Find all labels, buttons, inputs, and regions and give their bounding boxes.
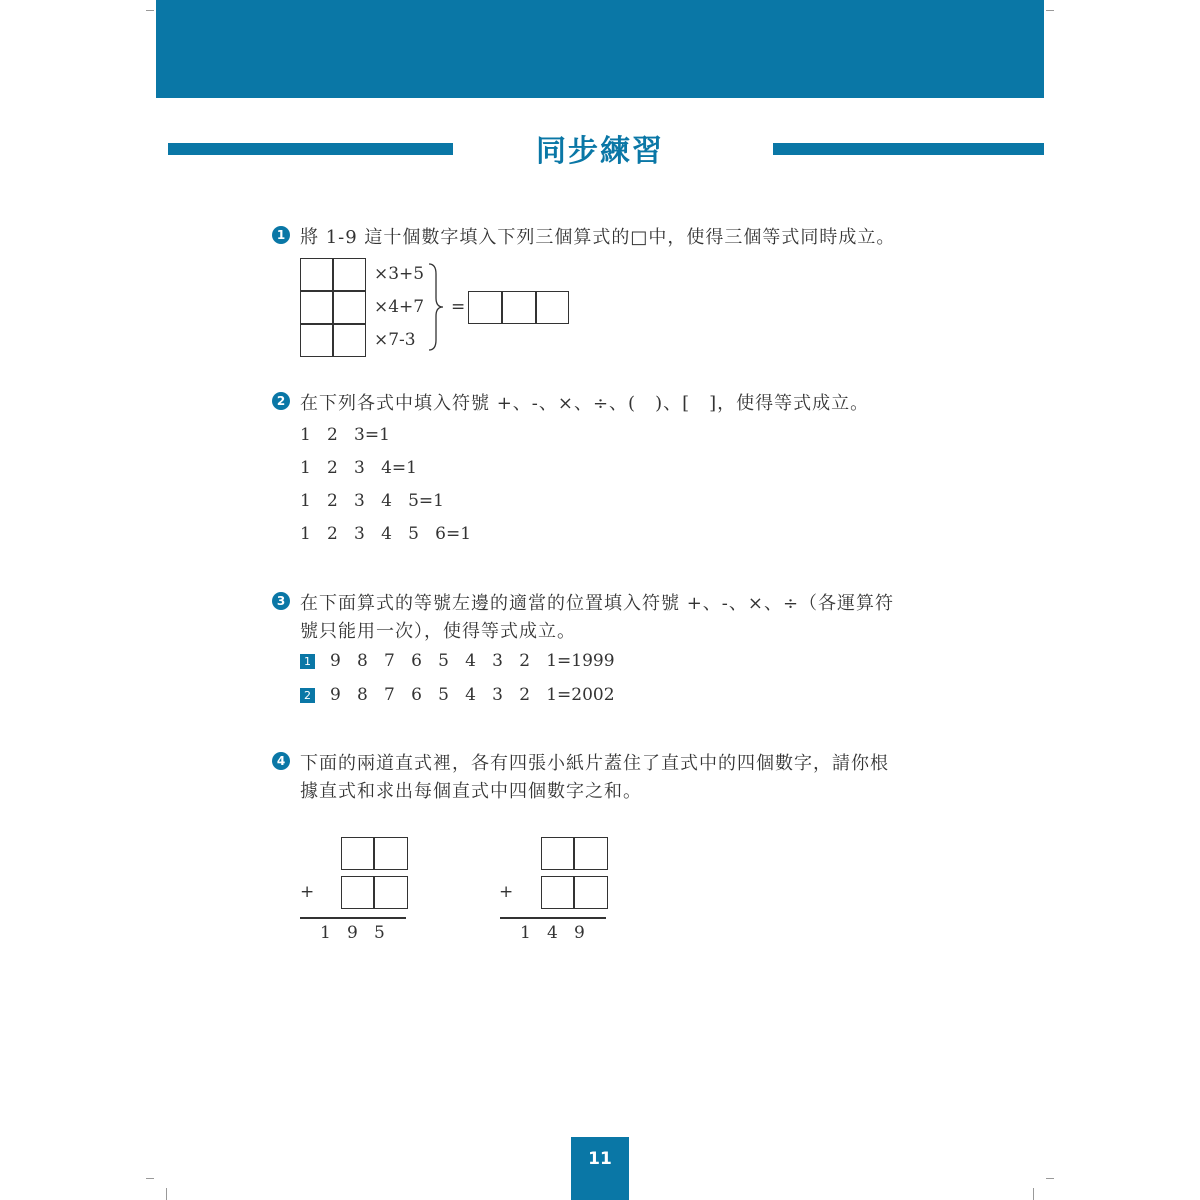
- answer-box[interactable]: [341, 837, 374, 870]
- answer-box[interactable]: [300, 324, 333, 357]
- sum-line: [300, 917, 406, 919]
- answer-box[interactable]: [536, 291, 569, 324]
- question-3-text-line2: 號只能用一次），使得等式成立。: [300, 621, 576, 642]
- title-bar-right: [773, 143, 1044, 155]
- question-number-3: 3: [272, 592, 290, 610]
- answer-box[interactable]: [333, 324, 366, 357]
- plus-sign: +: [499, 882, 514, 902]
- answer-box[interactable]: [300, 258, 333, 291]
- brace-icon: [426, 262, 446, 352]
- answer-box[interactable]: [333, 291, 366, 324]
- expression-1: ×3+5: [374, 264, 425, 284]
- answer-box[interactable]: [374, 876, 408, 909]
- title-bar-left: [168, 143, 453, 155]
- sum-result: 1 4 9: [520, 923, 585, 943]
- crop-mark: [1046, 10, 1054, 11]
- sum-result: 1 9 5: [320, 923, 385, 943]
- question-3-text-line1: 在下面算式的等號左邊的適當的位置填入符號 +、-、×、÷（各運算符: [300, 593, 895, 614]
- equals-sign: =: [451, 297, 466, 317]
- page-title: 同步練習: [536, 134, 664, 169]
- crop-mark: [146, 10, 154, 11]
- sub-item-number-2: 2: [300, 688, 315, 703]
- sub-item-expression: 9 8 7 6 5 4 3 2 1=2002: [330, 685, 615, 705]
- equation-row: 1 2 3 4 5 6=1: [300, 524, 472, 544]
- question-number-2: 2: [272, 392, 290, 410]
- header-band: [156, 0, 1044, 98]
- question-2-text: 在下列各式中填入符號 +、-、×、÷、( )、[ ]，使得等式成立。: [300, 393, 870, 414]
- answer-box[interactable]: [541, 876, 574, 909]
- equation-row: 1 2 3 4 5=1: [300, 491, 444, 511]
- question-number-4: 4: [272, 752, 290, 770]
- answer-box[interactable]: [574, 837, 608, 870]
- answer-box[interactable]: [541, 837, 574, 870]
- sub-item-expression: 9 8 7 6 5 4 3 2 1=1999: [330, 651, 615, 671]
- answer-box[interactable]: [300, 291, 333, 324]
- answer-box[interactable]: [333, 258, 366, 291]
- question-1-text: 將 1-9 這十個數字填入下列三個算式的□中，使得三個等式同時成立。: [300, 227, 896, 248]
- equation-row: 1 2 3=1: [300, 425, 390, 445]
- question-4-text-line1: 下面的兩道直式裡，各有四張小紙片蓋住了直式中的四個數字，請你根: [300, 753, 889, 774]
- sum-line: [500, 917, 606, 919]
- sub-item-number-1: 1: [300, 654, 315, 669]
- plus-sign: +: [300, 882, 315, 902]
- page-number: 11: [571, 1137, 629, 1200]
- crop-mark: [146, 1178, 154, 1179]
- answer-box[interactable]: [374, 837, 408, 870]
- equation-row: 1 2 3 4=1: [300, 458, 417, 478]
- expression-2: ×4+7: [374, 297, 425, 317]
- answer-box[interactable]: [468, 291, 502, 324]
- answer-box[interactable]: [502, 291, 536, 324]
- answer-box[interactable]: [341, 876, 374, 909]
- expression-3: ×7-3: [374, 330, 416, 350]
- question-4-text-line2: 據直式和求出每個直式中四個數字之和。: [300, 781, 642, 802]
- crop-mark: [166, 1188, 167, 1200]
- crop-mark: [1046, 1178, 1054, 1179]
- answer-box[interactable]: [574, 876, 608, 909]
- crop-mark: [1033, 1188, 1034, 1200]
- question-number-1: 1: [272, 226, 290, 244]
